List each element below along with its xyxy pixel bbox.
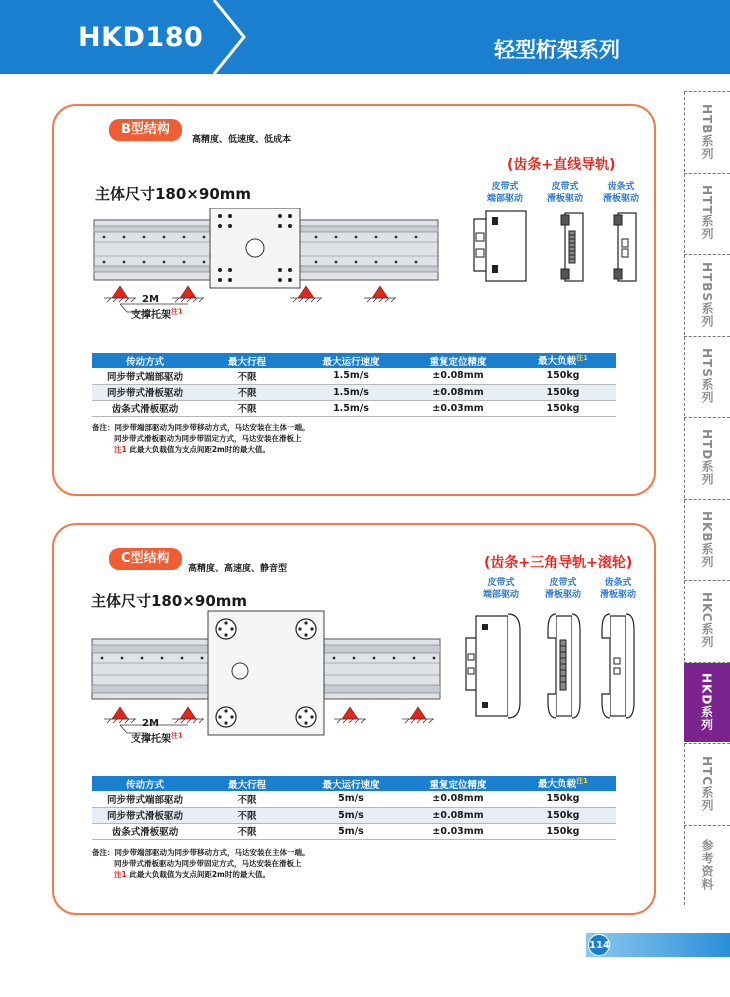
page-title: HKD180 [78,22,204,53]
col-header-speed: 最大运行速度 [296,353,406,368]
span-label: 2M [142,294,159,305]
table-row: 同步带式端部驱动 不限 1.5m/s ±0.08mm 150kg [92,368,616,384]
cross-section-belt-slide [557,209,587,285]
tab-divider [684,825,730,826]
table-row: 齿条式滑板驱动 不限 5m/s ±0.03mm 150kg [92,823,616,839]
section-badge: C型结构 [109,548,182,570]
tab-divider [684,91,730,92]
section-b-panel [52,104,656,496]
tab-htbs系列[interactable] [684,255,730,335]
col-header-load: 最大负载$^{注1}$ [510,776,616,791]
tab-divider [684,743,730,744]
drive-label-belt-slide: 皮带式 滑板驱动 [546,182,583,204]
tab-label: HKD系列 [699,673,714,732]
tab-htt系列[interactable] [684,174,730,254]
tab-htb系列[interactable] [684,92,730,172]
tab-hkc系列[interactable] [684,581,730,661]
table-row: 同步带式滑板驱动 不限 5m/s ±0.08mm 150kg [92,807,616,823]
span-label: 2M [142,718,159,729]
drive-label-rack-slide: 齿条式 滑板驱动 [599,578,636,600]
tab-label: HKB系列 [700,510,714,568]
tab-label: HTD系列 [700,429,714,487]
cross-section-rack-slide [600,610,636,722]
page-number: 114 [588,934,610,956]
series-title: 轻型桁架系列 [494,38,620,62]
section-features: 高精度、高速度、静音型 [188,564,288,574]
col-header-stroke: 最大行程 [198,776,296,791]
notes-block: 备注：同步带端部驱动为同步带移动方式，马达安装在主体一端。 同步带式滑板驱动为同步带固定方式，马达安装在滑板上 注1 此最大负载值为支点间距2m时的最大值。 [92,423,310,454]
spec-table [92,776,616,840]
drive-label-belt-end: 皮带式 端部驱动 [482,578,519,600]
table-row: 同步带式端部驱动 不限 5m/s ±0.08mm 150kg [92,791,616,807]
tab-htc系列[interactable] [684,744,730,824]
tab-hkd系列[interactable] [684,663,730,743]
col-header-drive: 传动方式 [92,353,198,368]
col-header-speed: 最大运行速度 [296,776,406,791]
tab-label: HKC系列 [700,592,714,650]
support-bracket-label: 支撑托架$^{注1}$ [131,307,183,321]
col-header-accuracy: 重复定位精度 [406,776,510,791]
col-header-load: 最大负载$^{注1}$ [510,353,616,368]
body-size-label: 主体尺寸180×90mm [91,592,248,610]
drive-label-belt-end: 皮带式 端部驱动 [486,182,523,204]
section-c-panel [52,523,656,915]
chevron-right-icon [210,0,250,74]
tab-divider [684,417,730,418]
drive-label-rack-slide: 齿条式 滑板驱动 [602,182,639,204]
col-header-accuracy: 重复定位精度 [406,353,510,368]
drive-label-belt-slide: 皮带式 滑板驱动 [544,578,581,600]
tab-hkb系列[interactable] [684,500,730,580]
spec-table [92,353,616,417]
table-row: 同步带式滑板驱动 不限 1.5m/s ±0.08mm 150kg [92,384,616,400]
notes-block: 备注：同步带端部驱动为同步带移动方式，马达安装在主体一端。 同步带式滑板驱动为同步带固定方式，马达安装在滑板上 注1 此最大负载值为支点间距2m时的最大值。 [92,848,310,879]
page-header [0,0,730,74]
tab-divider [684,662,730,663]
tab-divider [684,499,730,500]
tab-label: HTBS系列 [700,261,714,328]
tab-参考资料[interactable] [684,826,730,906]
tab-divider [684,580,730,581]
cross-section-belt-slide [546,610,582,722]
col-header-stroke: 最大行程 [198,353,296,368]
support-bracket-label: 支撑托架$^{注1}$ [131,731,183,745]
tab-hts系列[interactable] [684,337,730,417]
guide-type-title: (齿条+三角导轨+滚轮) [484,555,633,571]
cross-section-rack-slide [610,209,640,285]
table-row: 齿条式滑板驱动 不限 1.5m/s ±0.03mm 150kg [92,400,616,416]
tab-divider [684,254,730,255]
section-features: 高精度、低速度、低成本 [192,135,292,145]
section-badge: B型结构 [109,119,182,141]
body-size-label: 主体尺寸180×90mm [95,185,252,203]
tab-divider [684,173,730,174]
tab-label: HTS系列 [700,348,714,405]
tab-label: HTB系列 [700,103,714,160]
guide-type-title: (齿条+直线导轨) [507,157,616,173]
tab-label: HTC系列 [700,755,714,812]
cross-section-belt-end [462,610,524,722]
cross-section-belt-end [470,209,530,285]
tab-label: 参考资料 [700,839,714,892]
tab-htd系列[interactable] [684,418,730,498]
tab-divider [684,336,730,337]
tab-label: HTT系列 [700,185,714,242]
col-header-drive: 传动方式 [92,776,198,791]
